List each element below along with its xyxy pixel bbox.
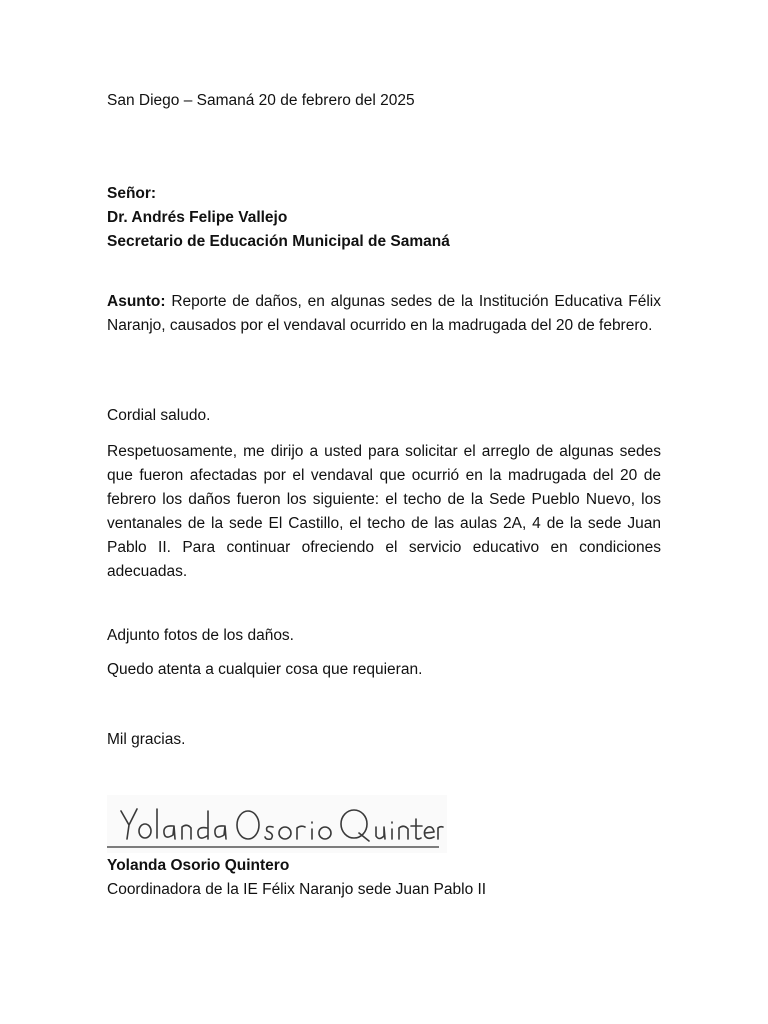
- availability-note: Quedo atenta a cualquier cosa que requieran.: [107, 661, 423, 678]
- date-line: San Diego – Samaná 20 de febrero del 2025: [107, 92, 415, 109]
- recipient-position: Secretario de Educación Municipal de Samaná: [107, 233, 450, 250]
- body-paragraph: [107, 440, 661, 584]
- signature-image: [107, 795, 447, 853]
- subject-paragraph: [107, 290, 661, 338]
- signer-title: Coordinadora de la IE Félix Naranjo sede Juan Pablo II: [107, 881, 487, 898]
- greeting: Cordial saludo.: [107, 407, 211, 424]
- subject-label: Asunto:: [107, 293, 166, 310]
- handwritten-signature: [107, 795, 447, 853]
- recipient-name: Dr. Andrés Felipe Vallejo: [107, 209, 288, 226]
- signer-name: Yolanda Osorio Quintero: [107, 857, 290, 874]
- closing: Mil gracias.: [107, 731, 186, 748]
- recipient-salutation: Señor:: [107, 185, 157, 202]
- subject-text: Reporte de daños, en algunas sedes de la Institución Educativa Félix Naranjo, causados por el vendaval ocurrido en la madrugada del 20 de febrero.: [107, 293, 661, 334]
- attachment-note: Adjunto fotos de los daños.: [107, 627, 294, 644]
- body-text: Respetuosamente, me dirijo a usted para solicitar el arreglo de algunas sedes que fueron afectadas por el vendaval que ocurrió en la madrugada del 20 de febrero los daños fueron los siguiente: el techo de la Sede Pueblo Nuevo, los ventanales de la sede El Castillo, el techo de las aulas 2A, 4 de la sede Juan Pablo II. Para continuar ofreciendo el servicio educativo en condiciones adecuadas.: [107, 443, 661, 580]
